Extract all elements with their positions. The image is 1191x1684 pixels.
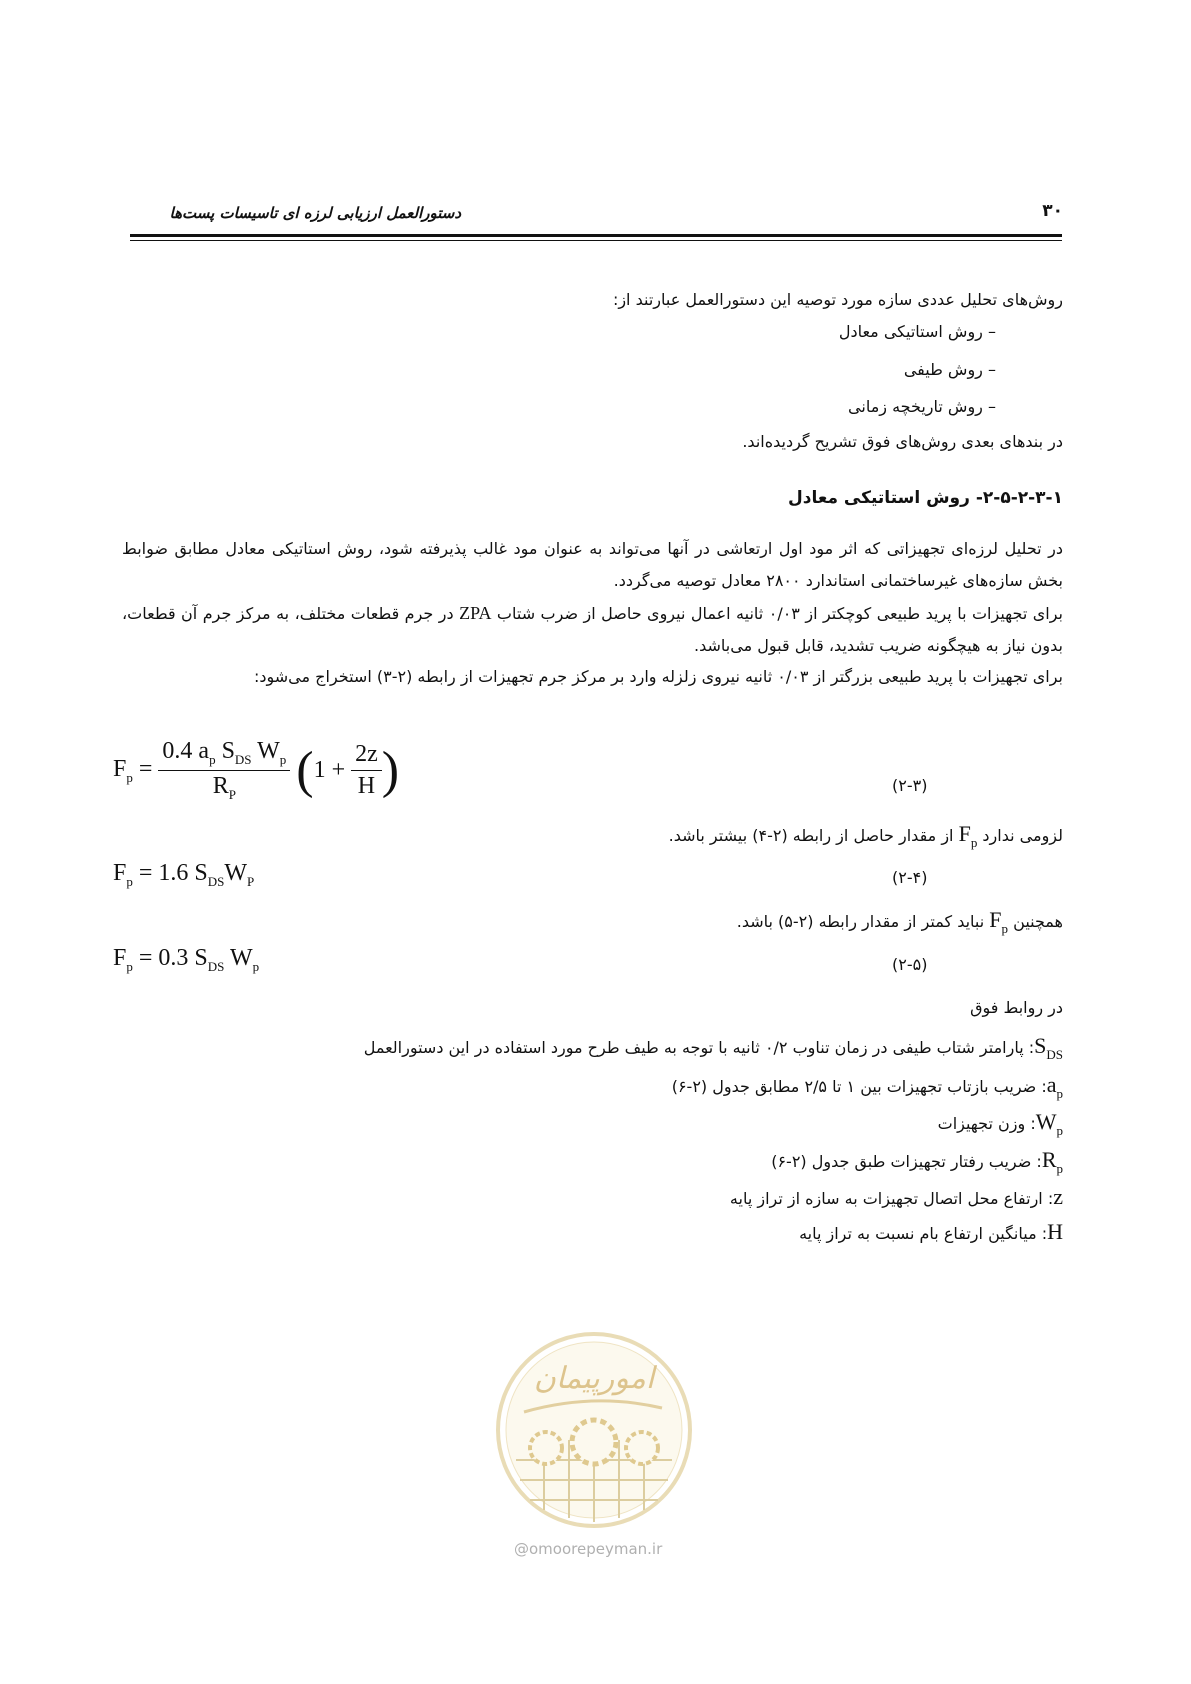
note-eq-2-5: همچنین $F_p$ نباید کمتر از مقدار رابطه (۲-۵) باشد. <box>736 907 1063 936</box>
paragraph-2 <box>122 597 1063 662</box>
definition-ap-symbol: $a_p$ <box>1046 1072 1063 1101</box>
watermark-emblem-icon <box>494 1330 694 1530</box>
section-heading: ۲-۵-۲-۳-۱- روش استاتیکی معادل <box>788 488 1063 508</box>
definition-wp <box>937 1109 1063 1141</box>
note-eq-2-4: لزومی ندارد $F_p$ از مقدار حاصل از رابطه (۲-۴) بیشتر باشد. <box>668 821 1063 850</box>
equation-2-4-number: (۲-۴) <box>892 868 928 887</box>
watermark-site <box>514 1540 662 1558</box>
equation-2-4: $F_p = 1.6$ $S_{DS}W_P$ <box>113 860 255 889</box>
definition-wp-text: : وزن تجهیزات <box>937 1114 1036 1133</box>
note-eq-2-4-part-b: از مقدار حاصل از رابطه (۲-۴) بیشتر باشد. <box>668 826 954 845</box>
paragraph-1: در تحلیل لرزه‌ای تجهیزاتی که اثر مود اول ارتعاشی در آنها می‌تواند به عنوان مود غالب پذیرفته شود، روش استاتیکی معادل مطابق ضوابط بخش سازه‌های غیرساختمانی استاندارد ۲۸۰۰ معادل توصیه می‌گردد. <box>122 539 1063 590</box>
definition-sds-symbol: $S_{DS}$ <box>1034 1033 1063 1062</box>
at-icon: @ <box>514 1540 529 1558</box>
paragraph-2-part-a: برای تجهیزات با پرید طبیعی کوچکتر از ۰/۰۳ ثانیه اعمال نیروی حاصل از ضرب شتاب <box>496 604 1064 623</box>
definition-h <box>799 1219 1063 1251</box>
definition-wp-symbol: $W_p$ <box>1035 1109 1063 1138</box>
definition-z <box>729 1184 1063 1216</box>
definition-sds <box>363 1033 1063 1065</box>
note-eq-2-5-part-a: همچنین <box>1013 912 1063 931</box>
note-eq-2-4-part-a: لزومی ندارد <box>982 826 1063 845</box>
paragraph-2-part-b: در جرم قطعات مختلف، به مرکز جرم آن قطعات، بدون نیاز به هیچگونه ضریب تشدید، قابل قبول می‌باشد. <box>122 604 1063 655</box>
equation-2-5: $F_p = 0.3$ $S_{DS}$ $W_p$ <box>113 945 260 974</box>
intro-closing: در بندهای بعدی روش‌های فوق تشریح گردیده‌اند. <box>742 432 1063 451</box>
definition-h-text: : میانگین ارتفاع بام نسبت به تراز پایه <box>799 1224 1048 1243</box>
equation-2-3-denominator: R <box>212 773 229 799</box>
equation-2-3-number: (۲-۳) <box>892 776 928 795</box>
equation-2-5-body: = 0.3 S <box>138 945 208 971</box>
definition-ap <box>671 1072 1063 1104</box>
equation-2-4-body: = 1.6 S <box>138 860 208 886</box>
running-header-title: دستورالعمل ارزیابی لرزه ای تاسیسات پست‌ها <box>169 204 461 222</box>
equation-2-3-numerator: 0.4 a <box>162 738 210 764</box>
header-rule-thick <box>130 234 1062 237</box>
method-item-1: – روش استاتیکی معادل <box>838 322 996 341</box>
equation-2-3: $F_p$ = $\frac{0.4 a_p S_{DS} W_p}{R_P}$ (1 + $\frac{2z}{H}$ ) <box>113 738 400 802</box>
definition-z-symbol: z <box>1053 1184 1063 1209</box>
intro-lead: روش‌های تحلیل عددی سازه مورد توصیه این دستورالعمل عبارتند از: <box>612 290 1063 309</box>
definition-rp <box>771 1147 1063 1179</box>
watermark-logo <box>494 1330 694 1530</box>
header-rule-thin <box>130 240 1062 241</box>
paragraph-3: برای تجهیزات با پرید طبیعی بزرگتر از ۰/۰۳ ثانیه نیروی زلزله وارد بر مرکز جرم تجهیزات از رابطه (۲-۳) استخراج می‌شود: <box>253 667 1063 686</box>
page-number: ۳۰ <box>1042 201 1063 221</box>
definition-rp-symbol: $R_p$ <box>1041 1147 1063 1176</box>
definitions-intro: در روابط فوق <box>970 998 1063 1017</box>
definition-ap-text: : ضریب بازتاب تجهیزات بین ۱ تا ۲/۵ مطابق جدول (۲-۶) <box>671 1077 1047 1096</box>
definition-sds-text: : پارامتر شتاب طیفی در زمان تناوب ۰/۲ ثانیه با توجه به طیف طرح مورد استفاده در این دستورالعمل <box>363 1038 1035 1057</box>
definition-z-text: : ارتفاع محل اتصال تجهیزات به سازه از تراز پایه <box>729 1189 1054 1208</box>
svg-text:امورپیمان: امورپیمان <box>533 1361 655 1396</box>
definition-h-symbol: H <box>1047 1219 1063 1244</box>
equation-2-3-fraction: $\frac{0.4 a_p S_{DS} W_p}{R_P}$ <box>158 738 290 803</box>
watermark-site-text: omoorepeyman.ir <box>529 1540 663 1558</box>
method-item-3: – روش تاریخچه زمانی <box>848 397 996 416</box>
definition-rp-text: : ضریب رفتار تجهیزات طبق جدول (۲-۶) <box>771 1152 1042 1171</box>
note-eq-2-5-part-b: نباید کمتر از مقدار رابطه (۲-۵) باشد. <box>736 912 985 931</box>
equation-2-5-number: (۲-۵) <box>892 955 928 974</box>
method-item-2: – روش طیفی <box>903 360 996 379</box>
zpa-term: ZPA <box>459 603 492 623</box>
